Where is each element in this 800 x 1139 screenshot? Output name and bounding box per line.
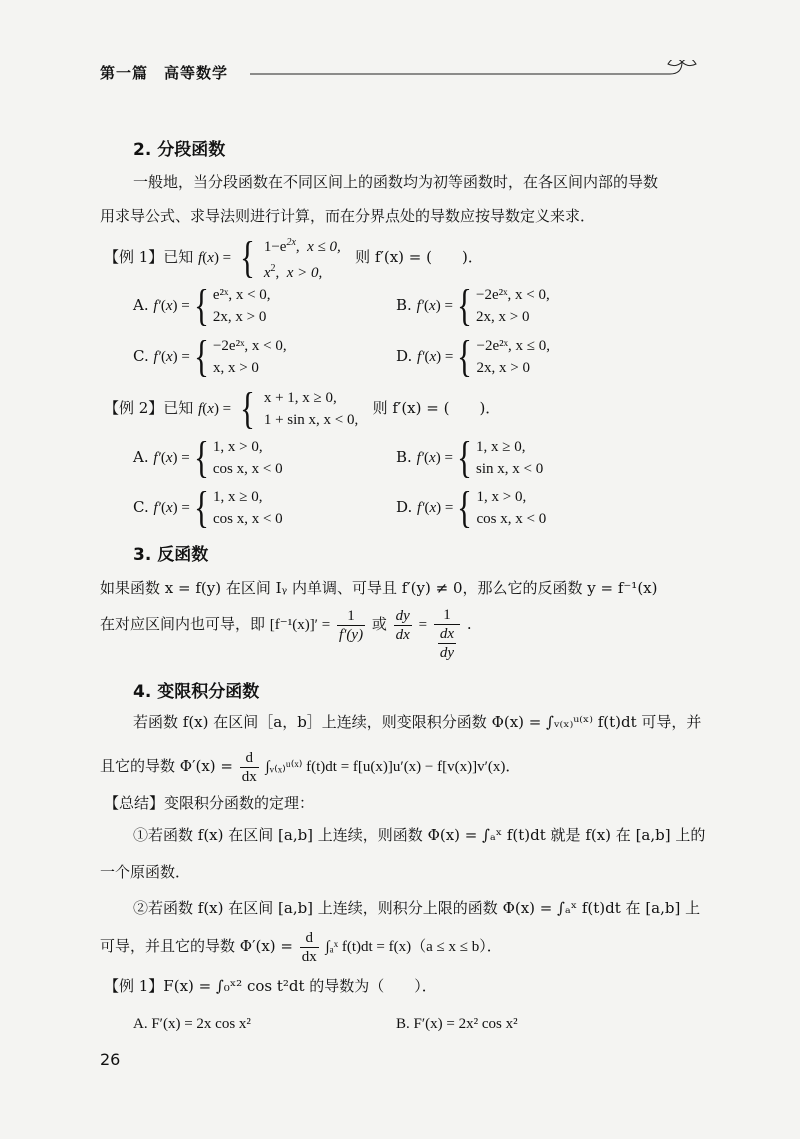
example-tag: 【例 2】已知 [104,399,194,417]
option-a: A. F′(x) = 2x cos x² [133,1016,251,1032]
option-b: B. F′(x) = 2x² cos x² [396,1016,518,1032]
section-heading-inverse: 3. 反函数 [133,545,209,565]
example-tail: 则 f′(x) = ( )． [355,248,483,266]
option-c: C. f′(x) ={ 1, x ≥ 0, cos x, x < 0 [133,483,283,532]
running-header [100,60,700,90]
piecewise-cases: $1-e^{2x}$, x ≤ 0, $x^2$, x > 0, [263,237,341,281]
section-heading-variable-limit: 4. 变限积分函数 [133,682,260,702]
paragraph-line: 一般地，当分段函数在不同区间上的函数均为初等函数时，在各区间内部的导数 [133,173,659,191]
option-a: A. f′(x) ={ e²ˣ, x < 0, 2x, x > 0 [133,281,271,330]
example-2-statement: 【例 2】已知 f(x) = { x + 1, x ≥ 0, 1 + sin x, x < 0, 则 f′(x) = ( )． [104,384,501,433]
example-tail: 则 f′(x) = ( )． [372,399,501,417]
sprout-rule-icon [250,60,700,90]
left-brace: { [240,384,255,433]
theorem-1-line: ①若函数 f(x) 在区间 [a,b] 上连续，则函数 Φ(x) = ∫ₐˣ f(t)dt 就是 f(x) 在 [a,b] 上的 [133,826,706,844]
example-1-statement: 【例 1】已知 f(x) = { $1-e^{2x}$, x ≤ 0, $x^2$, x > 0, 则 f′(x) = ( )． [104,233,483,282]
piecewise-cases: x + 1, x ≥ 0, 1 + sin x, x < 0, [263,390,359,428]
theorem-2-line: 可导，并且它的导数 Φ′(x) = $\frac{d}{dx}$ ∫ₐˣ f(t)dt = f(x)（a ≤ x ≤ b）． [100,929,502,965]
summary-label: 【总结】变限积分函数的定理： [104,794,315,812]
left-brace: { [240,233,255,282]
header-title: 第一篇 高等数学 [100,64,229,82]
theorem-1-line: 一个原函数． [100,863,191,881]
option-a: A. f′(x) ={ 1, x > 0, cos x, x < 0 [133,433,283,482]
paragraph-line: 如果函数 x = f(y) 在区间 Iᵧ 内单调、可导且 f′(y) ≠ 0，那么它的反函数 y = f⁻¹(x) [100,579,658,597]
inverse-derivative-formula: 在对应区间内也可导，即 [f⁻¹(x)]′ = $\frac{1}{f'(y)}$ 或 $\frac{dy}{dx}$ = $\frac{1}{\frac{dx}{dy}}$ . [100,607,472,661]
example-tag: 【例 1】已知 [104,248,194,266]
paragraph-line: 若函数 f(x) 在区间［a，b］上连续，则变限积分函数 Φ(x) = ∫ᵥ₍ₓ₎ᵘ⁽ˣ⁾ f(t)dt 可导，并 [133,713,702,731]
theorem-2-line: ②若函数 f(x) 在区间 [a,b] 上连续，则积分上限的函数 Φ(x) = ∫ₐˣ f(t)dt 在 [a,b] 上 [133,899,701,917]
option-d: D. f′(x) ={ 1, x > 0, cos x, x < 0 [396,483,547,532]
paragraph-line: 用求导公式、求导法则进行计算，而在分界点处的导数应按导数定义来求． [100,207,596,225]
option-c: C. f′(x) ={ −2e²ˣ, x < 0, x, x > 0 [133,332,287,381]
option-b: B. f′(x) ={ 1, x ≥ 0, sin x, x < 0 [396,433,544,482]
option-b: B. f′(x) ={ −2e²ˣ, x < 0, 2x, x > 0 [396,281,550,330]
option-d: D. f′(x) ={ −2e²ˣ, x ≤ 0, 2x, x > 0 [396,332,550,381]
page-number: 26 [100,1050,121,1069]
section-heading-piecewise: 2. 分段函数 [133,140,226,160]
derivative-formula: 且它的导数 Φ′(x) = $\frac{d}{dx}$ ∫ᵥ₍ₓ₎ᵘ⁽ˣ⁾ f(t)dt = f[u(x)]u′(x) − f[v(x)]v′(x)． [100,749,521,785]
example-statement: 【例 1】F(x) = ∫₀ˣ² cos t²dt 的导数为（ ）． [104,977,437,995]
